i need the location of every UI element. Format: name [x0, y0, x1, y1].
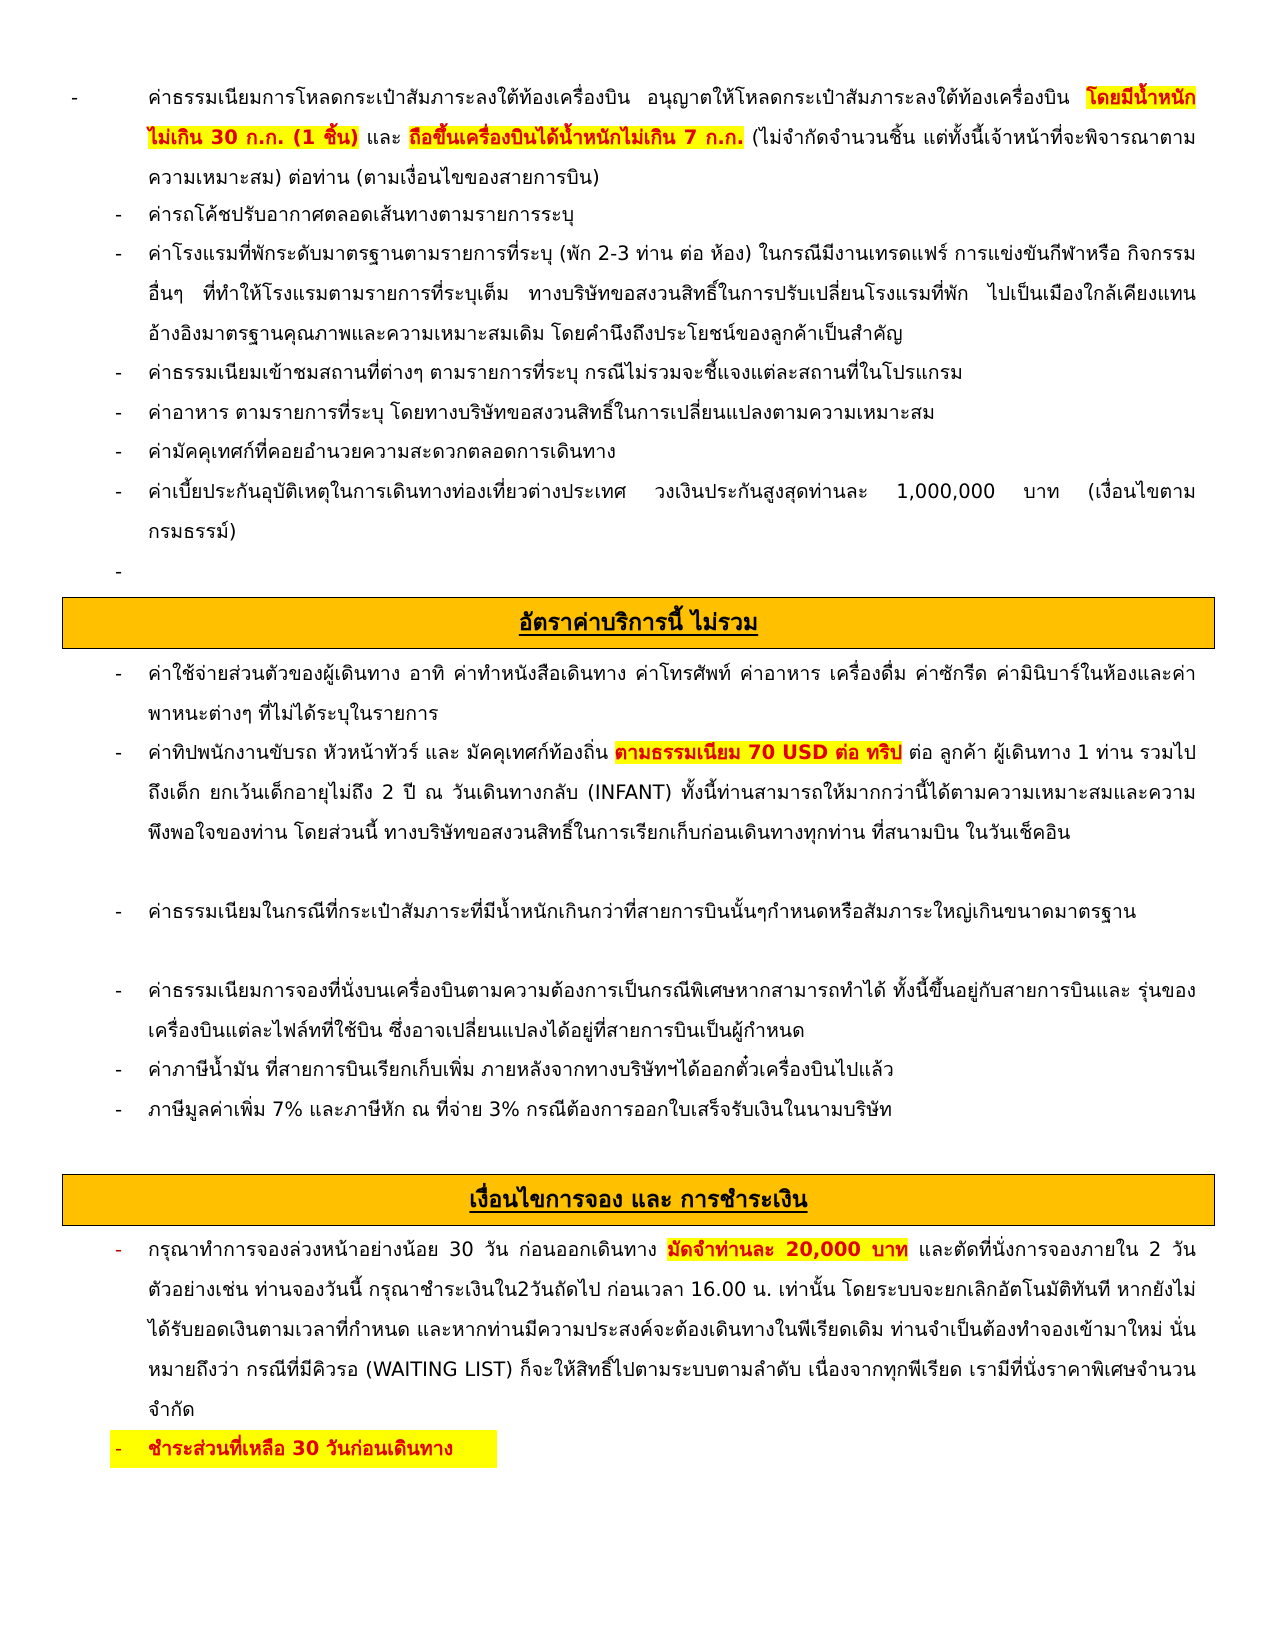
- item-text: และ: [358, 126, 410, 149]
- bullet-dash: -: [115, 1098, 123, 1121]
- excluded-item-fuel: ค่าภาษีน้ำมัน ที่สายการบินเรียกเก็บเพิ่ม ภายหลังจากทางบริษัทฯได้ออกตั๋วเครื่องบินไปแล้ว: [148, 1058, 894, 1081]
- bullet-dash: -: [115, 480, 123, 503]
- bullet-dash: -: [115, 401, 123, 424]
- highlight-checked-baggage: โดยมีน้ำหนักไม่เกิน 30 ก.ก. (1 ชิ้น): [148, 86, 1196, 149]
- excluded-item-overweight: ค่าธรรมเนียมในกรณีที่กระเป๋าสัมภาระที่มีน้ำหนักเกินกว่าที่สายการบินนั้นๆกำหนดหรือสัมภาระใหญ่เกินขนาดมาตรฐาน: [148, 900, 1137, 923]
- item-text: (ไม่จำกัดจำนวนชิ้น แต่ทั้งนี้เจ้าหน้าที่จะพิจารณาตามความเหมาะสม) ต่อท่าน (ตามเงื่อนไขของสายการบิน): [148, 126, 1197, 189]
- bullet-dash: -: [115, 979, 123, 1002]
- excluded-item-vat: ภาษีมูลค่าเพิ่ม 7% และภาษีหัก ณ ที่จ่าย 3% กรณีต้องการออกใบเสร็จรับเงินในนามบริษัท: [148, 1098, 892, 1121]
- bullet-dash: -: [115, 242, 123, 265]
- item-text: และตัดที่นั่งการจองภายใน 2 วัน ตัวอย่างเช่น ท่านจองวันนี้ กรุณาชำระเงินใน2วันถัดไป ก่อนเวลา 16.00 น. เท่านั้น โดยระบบจะยกเลิกอัตโนมัติทันที หากยังไม่ได้รับยอดเงินตามเวลาที่กำหนด และหากท่านมีความประสงค์จะต้องเดินทางในพีเรียดเดิม ท่านจำเป็นต้องทำจองเข้ามาใหม่ นั่นหมายถึงว่า กรณีที่มีคิวรอ (WAITING LIST) ก็จะให้สิทธิ์ไปตามระบบตามลำดับ เนื่องจากทุกพีเรียด เรามีที่นั่งราคาพิเศษจำนวนจำกัด: [148, 1238, 1196, 1421]
- included-item-hotel: ค่าโรงแรมที่พักระดับมาตรฐานตามรายการที่ระบุ (พัก 2-3 ท่าน ต่อ ห้อง) ในกรณีมีงานเทรดแฟร์ การแข่งขันกีฬาหรือ กิจกรรมอื่นๆ ที่ทำให้โรงแรมตามรายการที่ระบุเต็ม ทางบริษัทขอสงวนสิทธิ์ในการปรับเปลี่ยนโรงแรมที่พัก ไปเป็นเมืองใกล้เคียงแทน อ้างอิงมาตรฐานคุณภาพและความเหมาะสมเดิม โดยคำนึงถึงประโยชน์ของลูกค้าเป็นสำคัญ: [148, 242, 1196, 345]
- bullet-dash: -: [115, 900, 123, 923]
- highlight-deposit: มัดจำท่านละ 20,000 บาท: [667, 1238, 909, 1261]
- bullet-dash: -: [115, 662, 123, 685]
- bullet-dash: -: [115, 560, 123, 583]
- included-item-admission: ค่าธรรมเนียมเข้าชมสถานที่ต่างๆ ตามรายการที่ระบุ กรณีไม่รวมจะชี้แจงแต่ละสถานที่ในโปรแกรม: [148, 361, 963, 384]
- bullet-dash: -: [115, 1437, 123, 1460]
- item-text: กรุณาทำการจองล่วงหน้าอย่างน้อย 30 วัน ก่อนออกเดินทาง: [148, 1238, 668, 1261]
- excluded-item-seat: ค่าธรรมเนียมการจองที่นั่งบนเครื่องบินตามความต้องการเป็นกรณีพิเศษหากสามารถทำได้ ทั้งนี้ขึ้นอยู่กับสายการบินและ รุ่นของเครื่องบินแต่ละไฟล์ทที่ใช้บิน ซึ่งอาจเปลี่ยนแปลงได้อยู่ที่สายการบินเป็นผู้กำหนด: [148, 979, 1196, 1042]
- bullet-dash: -: [71, 86, 79, 109]
- booking-item-balance: [148, 1429, 1196, 1469]
- highlight-balance: ชำระส่วนที่เหลือ 30 วันก่อนเดินทาง: [148, 1437, 454, 1460]
- highlight-carry-on: ถือขึ้นเครื่องบินได้น้ำหนักไม่เกิน 7 ก.ก.: [409, 126, 745, 149]
- bullet-dash: -: [115, 741, 123, 764]
- bullet-dash: -: [115, 203, 123, 226]
- section-header-not-included: [62, 597, 1215, 649]
- included-item-guide: ค่ามัคคุเทศก์ที่คอยอำนวยความสะดวกตลอดการเดินทาง: [148, 440, 616, 463]
- bullet-dash: -: [115, 361, 123, 384]
- excluded-item-personal: ค่าใช้จ่ายส่วนตัวของผู้เดินทาง อาทิ ค่าทำหนังสือเดินทาง ค่าโทรศัพท์ ค่าอาหาร เครื่องดื่ม ค่าซักรีด ค่ามินิบาร์ในห้องและค่าพาหนะต่างๆ ที่ไม่ได้ระบุในรายการ: [148, 662, 1196, 725]
- item-text: ค่าทิปพนักงานขับรถ หัวหน้าทัวร์ และ มัคคุเทศก์ท้องถิ่น: [148, 741, 615, 764]
- excluded-item-tips: [148, 733, 1196, 853]
- item-text: ต่อ ลูกค้า ผู้เดินทาง 1 ท่าน รวมไปถึงเด็ก ยกเว้นเด็กอายุไม่ถึง 2 ปี ณ วันเดินทางกลับ (INFANT) ทั้งนี้ท่านสามารถให้มากกว่านี้ได้ตามความเหมาะสมและความพึงพอใจของท่าน โดยส่วนนี้ ทางบริษัทขอสงวนสิทธิ์ในการเรียกเก็บก่อนเดินทางทุกท่าน ที่สนามบิน ในวันเช็คอิน: [148, 741, 1196, 844]
- section-header-booking: [62, 1174, 1215, 1226]
- section-title: อัตราค่าบริการนี้ ไม่รวม: [518, 610, 759, 636]
- bullet-dash: -: [115, 440, 123, 463]
- included-item-meals: ค่าอาหาร ตามรายการที่ระบุ โดยทางบริษัทขอสงวนสิทธิ์ในการเปลี่ยนแปลงตามความเหมาะสม: [148, 401, 935, 424]
- section-title: เงื่อนไขการจอง และ การชำระเงิน: [469, 1187, 808, 1213]
- included-item-baggage: [148, 78, 1196, 198]
- included-item-insurance: ค่าเบี้ยประกันอุบัติเหตุในการเดินทางท่องเที่ยวต่างประเทศ วงเงินประกันสูงสุดท่านละ 1,000,000 บาท (เงื่อนไขตามกรมธรรม์): [148, 480, 1196, 543]
- highlight-tip-amount: ตามธรรมเนียม 70 USD ต่อ ทริป: [614, 741, 903, 764]
- booking-item-deposit: [148, 1230, 1196, 1430]
- bullet-dash: -: [115, 1238, 123, 1261]
- bullet-dash: -: [115, 1058, 123, 1081]
- item-text: ค่าธรรมเนียมการโหลดกระเป๋าสัมภาระลงใต้ท้องเครื่องบิน อนุญาตให้โหลดกระเป๋าสัมภาระลงใต้ท้องเครื่องบิน: [148, 86, 1087, 109]
- included-item-coach: ค่ารถโค้ชปรับอากาศตลอดเส้นทางตามรายการระบุ: [148, 203, 575, 226]
